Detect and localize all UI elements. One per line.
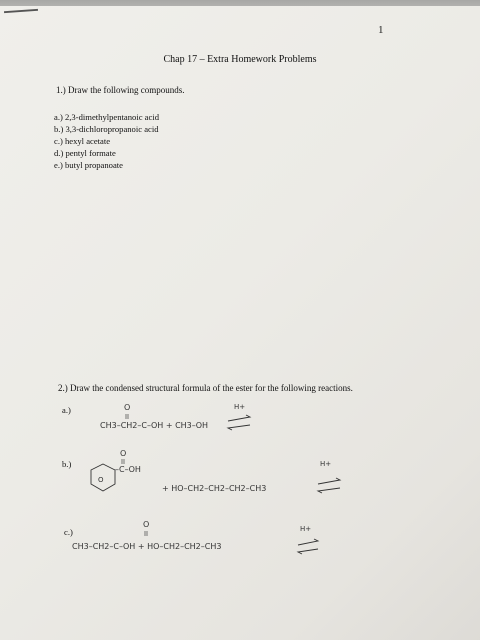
reaction-a xyxy=(100,403,250,430)
equilibrium-arrow-icon xyxy=(228,415,250,430)
list-item: b.) 3,3-dichloropropanoic acid xyxy=(54,124,159,134)
carbonyl-oxygen: O xyxy=(120,449,127,458)
acid-group: –C–OH xyxy=(115,465,141,474)
list-item: a.) 2,3-dimethylpentanoic acid xyxy=(54,112,159,122)
equilibrium-arrow-icon xyxy=(298,539,318,554)
reaction-formula: CH3–CH2–C–OH + CH3–OH xyxy=(100,421,209,430)
catalyst-label: H+ xyxy=(300,525,312,533)
equilibrium-arrow-icon xyxy=(318,478,340,493)
page-number: 1 xyxy=(378,24,384,36)
reaction-formula: + HO–CH2–CH2–CH2–CH3 xyxy=(162,484,267,493)
carbonyl-oxygen: O xyxy=(124,403,131,412)
question-2-prompt: 2.) Draw the condensed structural formula of the ester for the following reactions. xyxy=(58,383,353,393)
reaction-b-label: b.) xyxy=(62,459,72,469)
worksheet-title: Chap 17 – Extra Homework Problems xyxy=(163,54,317,65)
list-item: e.) butyl propanoate xyxy=(54,160,123,170)
carbonyl-oxygen: O xyxy=(143,520,150,529)
list-item: c.) hexyl acetate xyxy=(54,136,111,146)
catalyst-label: H+ xyxy=(234,403,246,411)
reaction-b xyxy=(91,449,340,493)
ring-substituent: O xyxy=(98,476,104,484)
catalyst-label: H+ xyxy=(320,460,332,468)
reaction-a-label: a.) xyxy=(62,405,71,415)
reaction-c xyxy=(72,520,318,554)
list-item: d.) pentyl formate xyxy=(54,148,116,158)
reaction-formula: CH3–CH2–C–OH + HO–CH2–CH2–CH3 xyxy=(72,542,222,551)
question-1-prompt: 1.) Draw the following compounds. xyxy=(56,85,185,95)
reaction-c-label: c.) xyxy=(64,527,73,537)
